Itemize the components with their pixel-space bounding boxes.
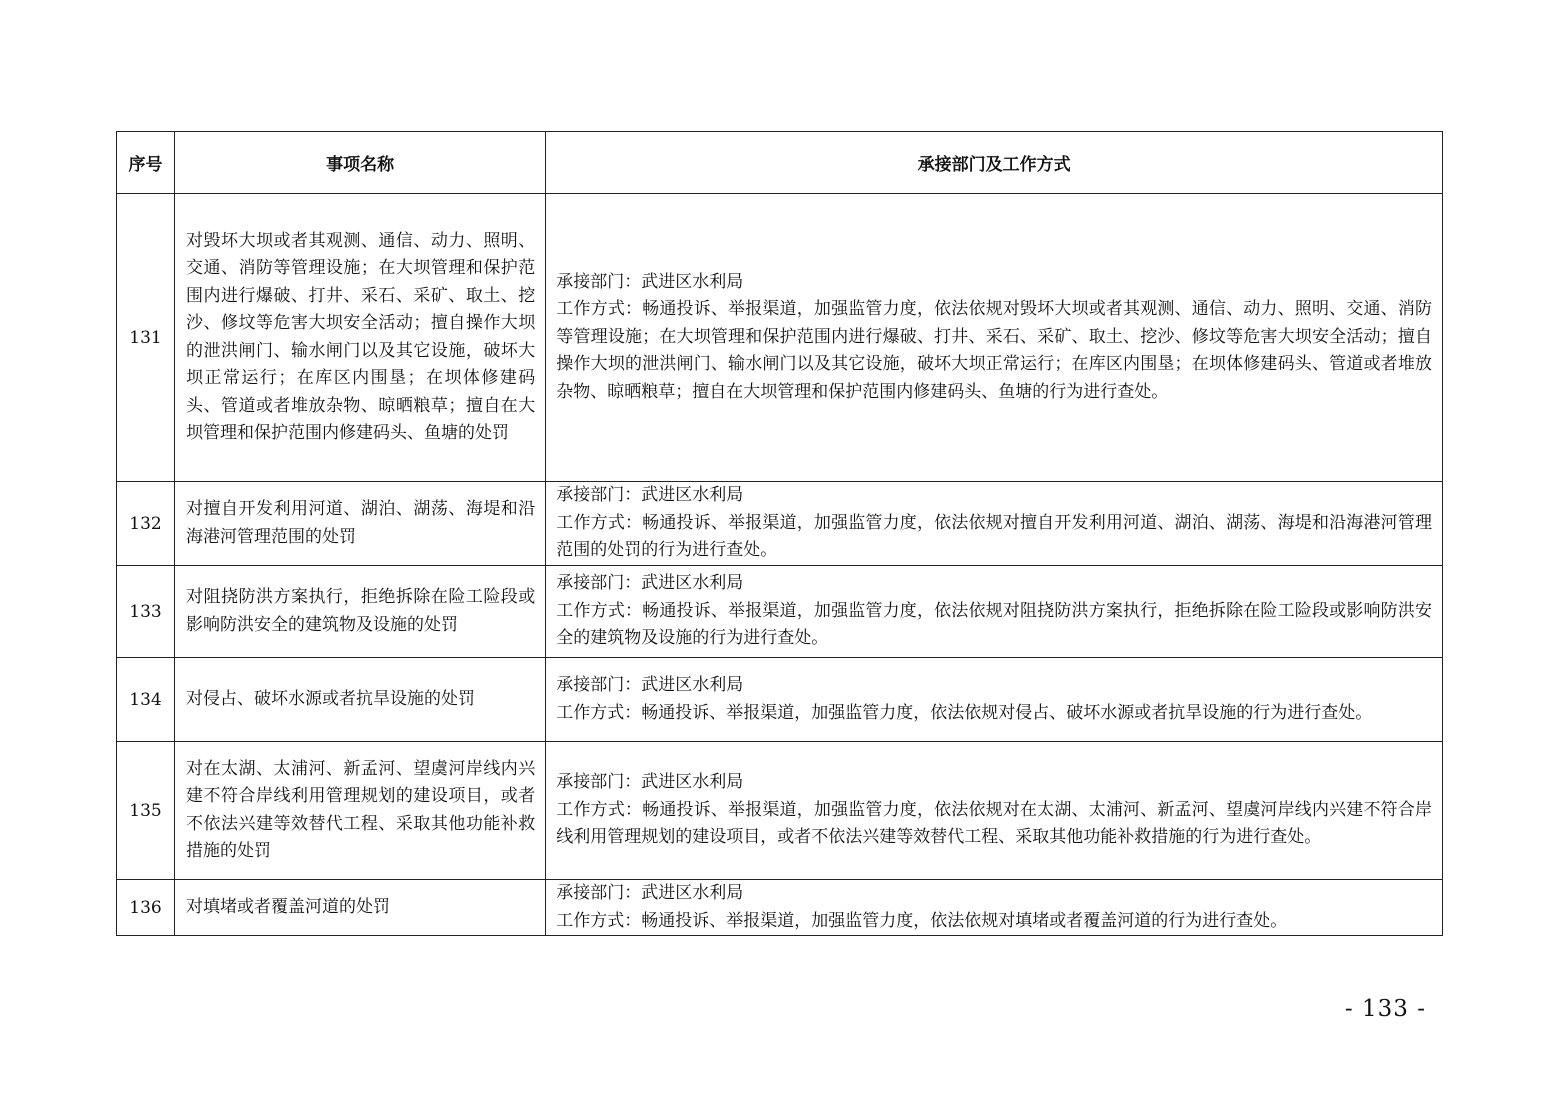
table-row bbox=[117, 880, 1443, 936]
table-row bbox=[117, 194, 1443, 482]
header-name: 事项名称 bbox=[175, 132, 546, 194]
row-dept: 承接部门：武进区水利局 bbox=[556, 883, 744, 903]
row-method: 工作方式：畅通投诉、举报渠道，加强监管力度，依法依规对擅自开发利用河道、湖泊、湖荡、海堤和沿海港河管理范围的处罚的行为进行查处。 bbox=[556, 512, 1432, 561]
row-dept-cell bbox=[546, 566, 1443, 658]
row-num: 135 bbox=[117, 742, 175, 880]
row-num: 131 bbox=[117, 194, 175, 482]
header-num: 序号 bbox=[117, 132, 175, 194]
row-dept-cell bbox=[546, 658, 1443, 742]
row-num: 133 bbox=[117, 566, 175, 658]
page-number: - 133 - bbox=[1344, 996, 1426, 1022]
row-item-name: 对填堵或者覆盖河道的处罚 bbox=[175, 880, 546, 936]
row-dept: 承接部门：武进区水利局 bbox=[556, 271, 744, 292]
table-row bbox=[117, 482, 1443, 566]
row-method: 工作方式：畅通投诉、举报渠道，加强监管力度，依法依规对侵占、破坏水源或者抗旱设施的行为进行查处。 bbox=[556, 702, 1373, 723]
row-method: 工作方式：畅通投诉、举报渠道，加强监管力度，依法依规对阻挠防洪方案执行，拒绝拆除在险工险段或影响防洪安全的建筑物及设施的行为进行查处。 bbox=[556, 600, 1432, 649]
row-item-name: 对侵占、破坏水源或者抗旱设施的处罚 bbox=[175, 658, 546, 742]
table-row bbox=[117, 566, 1443, 658]
row-num: 136 bbox=[117, 880, 175, 936]
row-method: 工作方式：畅通投诉、举报渠道，加强监管力度，依法依规对在太湖、太浦河、新孟河、望虞河岸线内兴建不符合岸线利用管理规划的建设项目，或者不依法兴建等效替代工程、采取其他功能补救措施的行为进行查处。 bbox=[556, 799, 1432, 848]
row-item-name: 对擅自开发利用河道、湖泊、湖荡、海堤和沿海港河管理范围的处罚 bbox=[175, 482, 546, 566]
row-dept-cell bbox=[546, 482, 1443, 566]
row-dept-cell bbox=[546, 194, 1443, 482]
items-table bbox=[116, 131, 1443, 936]
table-header bbox=[117, 132, 1443, 194]
row-dept-cell bbox=[546, 880, 1443, 936]
row-dept: 承接部门：武进区水利局 bbox=[556, 675, 744, 695]
row-num: 134 bbox=[117, 658, 175, 742]
row-num: 132 bbox=[117, 482, 175, 566]
table-row bbox=[117, 658, 1443, 742]
row-dept: 承接部门：武进区水利局 bbox=[556, 573, 744, 594]
row-method: 工作方式：畅通投诉、举报渠道，加强监管力度，依法依规对毁坏大坝或者其观测、通信、动力、照明、交通、消防等管理设施；在大坝管理和保护范围内进行爆破、打井、采石、采矿、取土、挖沙、修坟等危害大坝安全活动；擅自操作大坝的泄洪闸门、输水闸门以及其它设施，破坏大坝正常运行；在库区内围垦；在坝体修建码头、管道或者堆放杂物、晾晒粮草；擅自在大坝管理和保护范围内修建码头、鱼塘的行为进行查处。 bbox=[556, 299, 1432, 402]
table-row bbox=[117, 742, 1443, 880]
row-item-name: 对毁坏大坝或者其观测、通信、动力、照明、交通、消防等管理设施；在大坝管理和保护范围内进行爆破、打井、采石、采矿、取土、挖沙、修坟等危害大坝安全活动；擅自操作大坝的泄洪闸门、输水闸门以及其它设施，破坏大坝正常运行；在库区内围垦；在坝体修建码头、管道或者堆放杂物、晾晒粮草；擅自在大坝管理和保护范围内修建码头、鱼塘的处罚 bbox=[175, 194, 546, 482]
row-item-name: 对阻挠防洪方案执行，拒绝拆除在险工险段或影响防洪安全的建筑物及设施的处罚 bbox=[175, 566, 546, 658]
header-row bbox=[117, 132, 1443, 194]
header-dept: 承接部门及工作方式 bbox=[546, 132, 1443, 194]
row-dept: 承接部门：武进区水利局 bbox=[556, 485, 744, 506]
table-body bbox=[117, 194, 1443, 936]
row-dept: 承接部门：武进区水利局 bbox=[556, 772, 744, 793]
row-item-name: 对在太湖、太浦河、新孟河、望虞河岸线内兴建不符合岸线利用管理规划的建设项目，或者不依法兴建等效替代工程、采取其他功能补救措施的处罚 bbox=[175, 742, 546, 880]
row-method: 工作方式：畅通投诉、举报渠道，加强监管力度，依法依规对填堵或者覆盖河道的行为进行查处。 bbox=[556, 910, 1288, 931]
row-dept-cell bbox=[546, 742, 1443, 880]
